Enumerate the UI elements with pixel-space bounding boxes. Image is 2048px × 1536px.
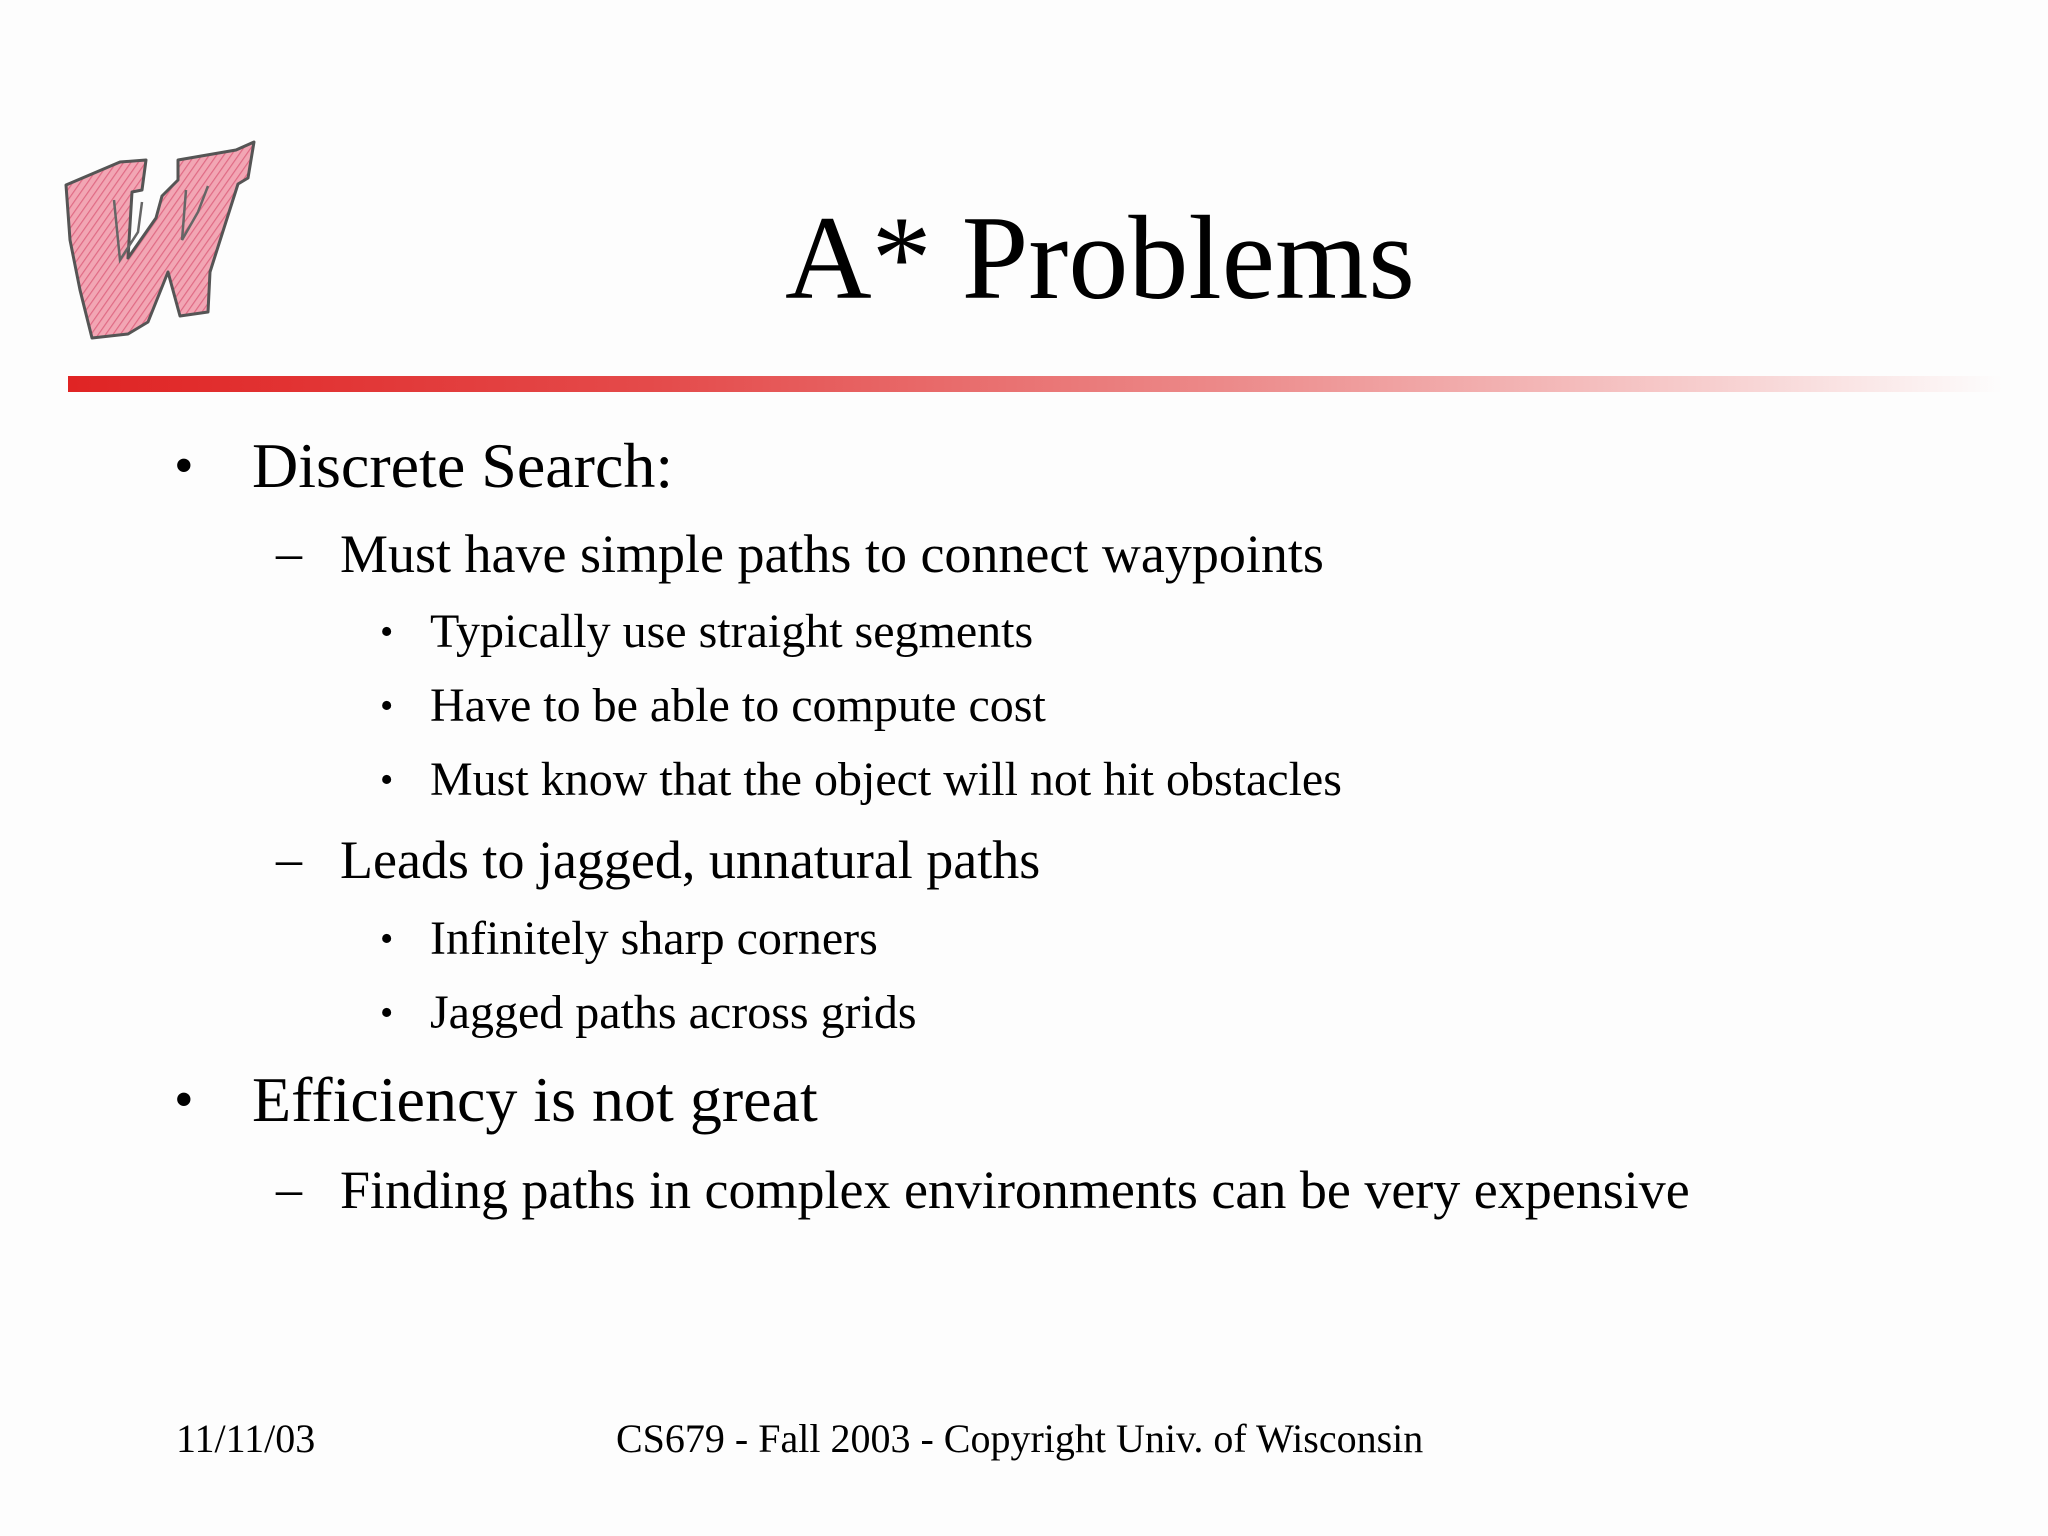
- bullet-text: Discrete Search:: [252, 430, 674, 501]
- dash-marker: –: [276, 1161, 302, 1218]
- bullet-text: Efficiency is not great: [252, 1064, 818, 1135]
- bullet-text: Have to be able to compute cost: [430, 679, 1046, 732]
- dash-marker: –: [276, 831, 302, 888]
- bullet-text: Leads to jagged, unnatural paths: [340, 830, 1041, 890]
- footer-date: 11/11/03: [176, 1416, 316, 1461]
- dash-marker: –: [276, 525, 302, 582]
- bullet-marker: •: [380, 611, 394, 653]
- bullet-text: Must have simple paths to connect waypoints: [340, 524, 1324, 584]
- bullet-marker: •: [380, 759, 394, 801]
- list-item: [174, 428, 674, 521]
- bullet-marker: •: [174, 1069, 194, 1131]
- bullet-text: Finding paths in complex environments can be very expensive: [340, 1160, 1690, 1220]
- list-item: [174, 1062, 818, 1155]
- footer-course: CS679 - Fall 2003 - Copyright Univ. of Wisconsin: [616, 1416, 1424, 1461]
- bullet-marker: •: [174, 435, 194, 497]
- bullet-marker: •: [380, 685, 394, 727]
- list-item: [380, 984, 917, 1053]
- slide-title: A* Problems: [785, 191, 1415, 324]
- bullet-text: Jagged paths across grids: [430, 986, 917, 1039]
- bullet-text: Typically use straight segments: [430, 605, 1034, 658]
- bullet-text: Must know that the object will not hit obstacles: [430, 753, 1342, 806]
- list-item: [380, 751, 1342, 820]
- list-item: [380, 677, 1046, 746]
- list-item: [276, 828, 1041, 906]
- bullet-marker: •: [380, 918, 394, 960]
- list-item: [276, 522, 1324, 600]
- list-item: [276, 1158, 1690, 1236]
- title-divider: [68, 376, 2003, 392]
- bullet-marker: •: [380, 992, 394, 1034]
- list-item: [380, 910, 878, 979]
- bullet-text: Infinitely sharp corners: [430, 912, 878, 965]
- wisconsin-w-logo: [58, 140, 258, 345]
- list-item: [380, 603, 1034, 672]
